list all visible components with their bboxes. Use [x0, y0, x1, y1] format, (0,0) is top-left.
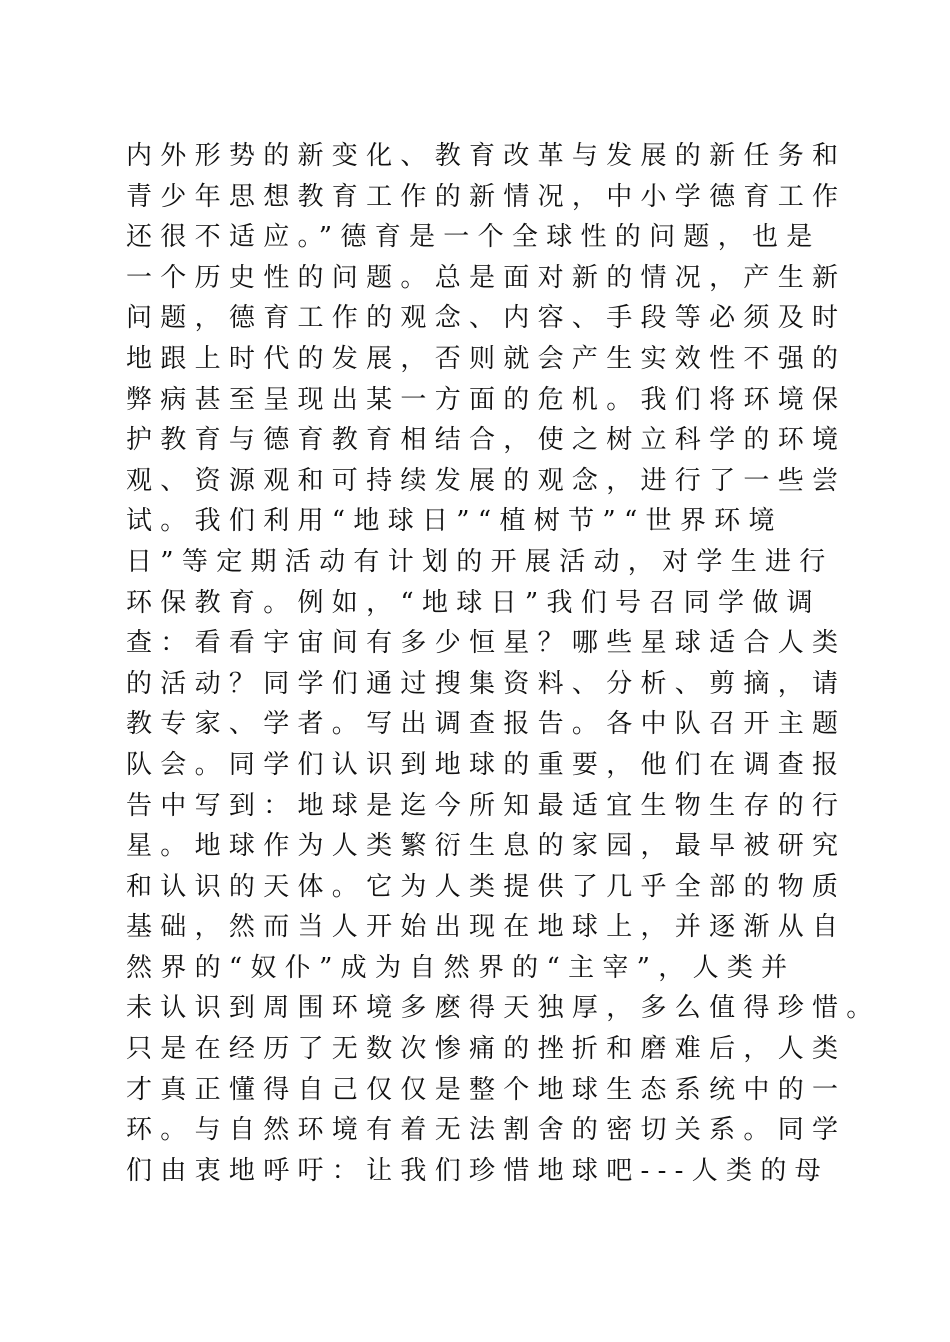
- text-line: 然界的“奴仆”成为自然界的“主宰”，人类并: [126, 952, 796, 983]
- text-line: 星。地球作为人类繁衍生息的家园，最早被研究: [126, 831, 847, 862]
- text-line: 告中写到：地球是迄今所知最适宜生物生存的行: [126, 790, 847, 821]
- text-line: 护教育与德育教育相结合，使之树立科学的环境: [126, 425, 847, 456]
- text-line: 们由衷地呼吁：让我们珍惜地球吧---人类的母: [126, 1155, 829, 1186]
- text-line: 只是在经历了无数次惨痛的挫折和磨难后，人类: [126, 1034, 847, 1065]
- text-line: 观、资源观和可持续发展的观念，进行了一些尝: [126, 465, 847, 496]
- text-line: 一个历史性的问题。总是面对新的情况，产生新: [126, 262, 847, 293]
- text-line: 问题，德育工作的观念、内容、手段等必须及时: [126, 303, 847, 334]
- text-line: 基础，然而当人开始出现在地球上，并逐渐从自: [126, 912, 847, 943]
- text-line: 的活动？同学们通过搜集资料、分析、剪摘，请: [126, 668, 847, 699]
- text-line: 环保教育。例如，“地球日”我们号召同学做调: [126, 587, 821, 618]
- text-line: 地跟上时代的发展，否则就会产生实效性不强的: [126, 343, 847, 374]
- text-line: 试。我们利用“地球日”“植树节”“世界环境: [126, 506, 783, 537]
- text-line: 日”等定期活动有计划的开展活动，对学生进行: [126, 546, 834, 577]
- text-line: 弊病甚至呈现出某一方面的危机。我们将环境保: [126, 384, 847, 415]
- text-line: 内外形势的新变化、教育改革与发展的新任务和: [126, 141, 847, 171]
- text-line: 查：看看宇宙间有多少恒星？哪些星球适合人类: [126, 628, 847, 659]
- text-line: 青少年思想教育工作的新情况，中小学德育工作: [126, 181, 847, 212]
- text-line: 环。与自然环境有着无法割舍的密切关系。同学: [126, 1115, 847, 1146]
- text-line: 队会。同学们认识到地球的重要，他们在调查报: [126, 749, 847, 780]
- text-line: 和认识的天体。它为人类提供了几乎全部的物质: [126, 871, 847, 902]
- text-line: 未认识到周围环境多麽得天独厚，多么值得珍惜。: [126, 993, 881, 1024]
- text-line: 还很不适应。”德育是一个全球性的问题，也是: [126, 222, 821, 253]
- text-line: 才真正懂得自己仅仅是整个地球生态系统中的一: [126, 1074, 847, 1105]
- body-text: [126, 136, 881, 1191]
- text-line: 教专家、学者。写出调查报告。各中队召开主题: [126, 709, 847, 740]
